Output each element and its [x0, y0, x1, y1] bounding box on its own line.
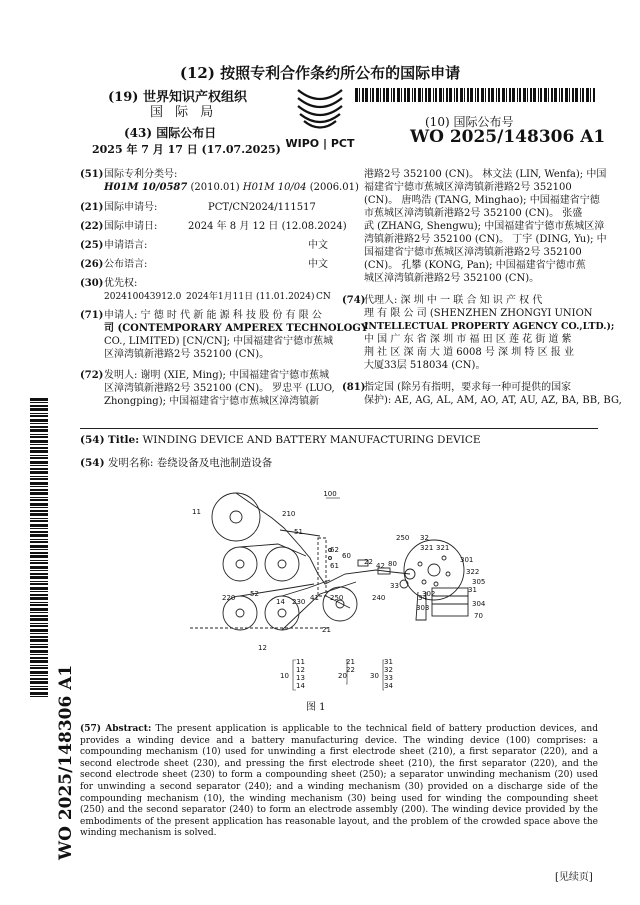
logo-text: WIPO | PCT [285, 137, 355, 150]
abstract: (57) Abstract: The present application is applicable to the technical field of battery production devices, and provides a winding device and a battery manufacturing device. The winding device (100) comprises: a compounding mechanism (10) used for unwinding a first electrode sheet (210), a first separator (220), and a second electrode sheet (230), and pressing the first electrode sheet (210), the first separator (220), and the second electrode sheet (230) to form a compounding sheet (250); a separator unwinding mechanism (20) used for unwinding a second separator (240); and a winding mechanism (30) provided on a discharge side of the compounding mechanism (10), the winding mechanism (30) being used for winding the compounding sheet (250) and the second separator (240) to form an electrode assembly (200). The winding device provided by the embodiments of the present application has reasonable layout, and the problem of the crowded space above the winding mechanism is solved. [80, 724, 598, 839]
field-30-label: 优先权: [104, 278, 138, 289]
field-74-line: 中 国 广 东 省 深 圳 市 福 田 区 莲 花 街 道 紫 [364, 334, 572, 345]
legend-item: 13 [296, 674, 305, 682]
figure-ref-label: 220 [222, 594, 236, 602]
legend-key-10: 10 [280, 672, 289, 680]
inventors-continued-line: (CN)。 唐鸣浩 (TANG, Minghao); 中国福建省宁德 [364, 195, 600, 206]
field-72-line: Zhongping); 中国福建省宁德市蕉城区漳湾镇新 [104, 396, 320, 407]
legend-item: 22 [346, 666, 355, 674]
figure-ref-label: 62 [330, 546, 339, 554]
field-25-label: 申请语言: [104, 240, 148, 251]
legend-item: 31 [384, 658, 393, 666]
side-publication-number: WO 2025/148306 A1 [56, 664, 76, 860]
field-81-line: 指定国 (除另有指明，要求每一种可提供的国家 [364, 382, 572, 393]
figure-ref-label: 70 [474, 612, 483, 620]
figure-ref-label: 210 [282, 510, 296, 518]
field-74-code: (74) [342, 295, 366, 306]
field-74-line: 大厦33层 518034 (CN)。 [364, 360, 486, 371]
figure-ref-label: 33 [390, 582, 399, 590]
figure-ref-label: 250 [330, 594, 344, 602]
field-22-code: (22) [80, 221, 104, 232]
legend-item: 33 [384, 674, 393, 682]
side-barcode-icon [30, 398, 48, 698]
field-71-line: 申请人: 宁 德 时 代 新 能 源 科 技 股 份 有 限 公 [104, 310, 322, 321]
publication-title: (12) 按照专利合作条约所公布的国际申请 [179, 64, 461, 82]
field-21-code: (21) [80, 202, 104, 213]
figure-ref-label: 22 [364, 558, 373, 566]
pubno-value: WO 2025/148306 A1 [410, 127, 606, 147]
inventors-continued-line: 武 (ZHANG, Shengwu); 中国福建省宁德市蕉城区漳 [364, 221, 605, 232]
figure-ref-label: 42 [376, 562, 385, 570]
figure-ref-label: 250 [396, 534, 410, 542]
figure-ref-label: 52 [250, 590, 259, 598]
winding-device-figure [180, 488, 486, 713]
field-22-value: 2024 年 8 月 12 日 (12.08.2024) [188, 221, 347, 232]
figure-ref-label: 80 [388, 560, 397, 568]
field-72-line: 区漳湾镇新港路2号 352100 (CN)。 罗忠平 (LUO, [104, 383, 335, 394]
continued-note: [见续页] [555, 872, 593, 883]
divider [80, 428, 598, 429]
pubdate-label: (43) 国际公布日 [124, 126, 217, 140]
legend-key-30: 30 [370, 672, 379, 680]
field-30-date: 2024年1月11日 (11.01.2024) [186, 292, 315, 302]
figure-ref-label: 305 [472, 578, 486, 586]
figure-ref-label: 301 [460, 556, 474, 564]
field-81-line: 保护): AE, AG, AL, AM, AO, AT, AU, AZ, BA, BB, BG, [364, 395, 622, 406]
figure-ref-label: 31 [468, 586, 477, 594]
figure-ref-label: 61 [330, 562, 339, 570]
inventors-continued-line: 国福建省宁德市蕉城区漳湾镇新港路2号 352100 [364, 247, 582, 258]
pubdate-value: 2025 年 7 月 17 日 (17.07.2025) [92, 143, 281, 156]
field-81-code: (81) [342, 382, 366, 393]
field-30-country: CN [316, 292, 331, 302]
field-72-line: 发明人: 谢明 (XIE, Ming); 中国福建省宁德市蕉城 [104, 370, 330, 381]
figure-ref-label: 60 [342, 552, 351, 560]
field-26-value: 中文 [308, 259, 328, 270]
field-74-line: INTELLECTUAL PROPERTY AGENCY CO.,LTD.); [364, 321, 615, 332]
organization-sub: 国 际 局 [150, 105, 218, 120]
field-22-label: 国际申请日: [104, 221, 158, 232]
figure-ref-label: 321 [420, 544, 434, 552]
inventors-continued-line: 港路2号 352100 (CN)。 林文法 (LIN, Wenfa); 中国 [364, 169, 607, 180]
figure-ref-label: 230 [292, 598, 306, 606]
field-25-value: 中文 [308, 240, 328, 251]
field-74-line: 理 有 限 公 司 (SHENZHEN ZHONGYI UNION [364, 308, 593, 319]
figure-ref-label: 11 [192, 508, 201, 516]
inventors-continued-line: 福建省宁德市蕉城区漳湾镇新港路2号 352100 [364, 182, 572, 193]
figure-ref-label: 302 [422, 590, 436, 598]
field-71-line: 司 (CONTEMPORARY AMPEREX TECHNOLOGY [104, 323, 368, 334]
organization-name: (19) 世界知识产权组织 [108, 90, 247, 105]
pubno-label: (10) 国际公布号 [425, 115, 514, 129]
field-72-code: (72) [80, 370, 104, 381]
field-30-code: (30) [80, 278, 104, 289]
field-30-number: 202410043912.0 [104, 292, 182, 302]
figure-ref-label: 240 [372, 594, 386, 602]
figure-ref-label: 304 [472, 600, 486, 608]
field-74-line: 荆 社 区 深 南 大 道 6008 号 深 圳 特 区 报 业 [364, 347, 574, 358]
inventors-continued-line: 市蕉城区漳湾镇新港路2号 352100 (CN)。 张盛 [364, 208, 583, 219]
field-74-line: 代理人: 深 圳 中 一 联 合 知 识 产 权 代 [364, 295, 543, 306]
figure-caption: 图 1 [306, 702, 326, 713]
field-71-line: 区漳湾镇新港路2号 352100 (CN)。 [104, 349, 270, 360]
field-51-label: 国际专利分类号: [104, 169, 178, 180]
inventors-continued-line: (CN)。 孔攀 (KONG, Pan); 中国福建省宁德市蕉 [364, 260, 586, 271]
title-chinese: (54) 发明名称: 卷绕设备及电池制造设备 [80, 457, 273, 469]
figure-ref-label: 51 [294, 528, 303, 536]
legend-item: 12 [296, 666, 305, 674]
barcode-icon [355, 88, 595, 102]
inventors-continued-line: 湾镇新港路2号 352100 (CN)。 丁宇 (DING, Yu); 中 [364, 234, 607, 245]
field-25-code: (25) [80, 240, 104, 251]
field-71-code: (71) [80, 310, 104, 321]
figure-ref-label: 12 [258, 644, 267, 652]
field-51-code: (51) [80, 169, 104, 180]
inventors-continued-line: 城区漳湾镇新港路2号 352100 (CN)。 [364, 273, 540, 284]
legend-key-20: 20 [338, 672, 347, 680]
legend-item: 32 [384, 666, 393, 674]
figure-ref-label: 303 [416, 604, 430, 612]
field-26-label: 公布语言: [104, 259, 148, 270]
field-71-line: CO., LIMITED) [CN/CN]; 中国福建省宁德市蕉城 [104, 336, 334, 347]
figure-ref-label: 34 [418, 594, 427, 602]
figure-ref-label: 21 [322, 626, 331, 634]
legend-item: 14 [296, 682, 305, 690]
field-26-code: (26) [80, 259, 104, 270]
field-21-label: 国际申请号: [104, 202, 158, 213]
figure-ref-label: 32 [420, 534, 429, 542]
figure-ref-label: 321 [436, 544, 450, 552]
legend-item: 34 [384, 682, 393, 690]
legend-item: 11 [296, 658, 305, 666]
figure-ref-label: 322 [466, 568, 480, 576]
field-21-value: PCT/CN2024/111517 [208, 202, 316, 213]
legend-item: 21 [346, 658, 355, 666]
field-51-value: H01M 10/0587 (2010.01) H01M 10/04 (2006.01) [104, 182, 359, 193]
figure-ref-label: 41 [310, 594, 319, 602]
figure-ref-main: 100 [323, 490, 337, 498]
figure-ref-label: 14 [276, 598, 285, 606]
title-english: (54) Title: WINDING DEVICE AND BATTERY MANUFACTURING DEVICE [80, 434, 481, 446]
